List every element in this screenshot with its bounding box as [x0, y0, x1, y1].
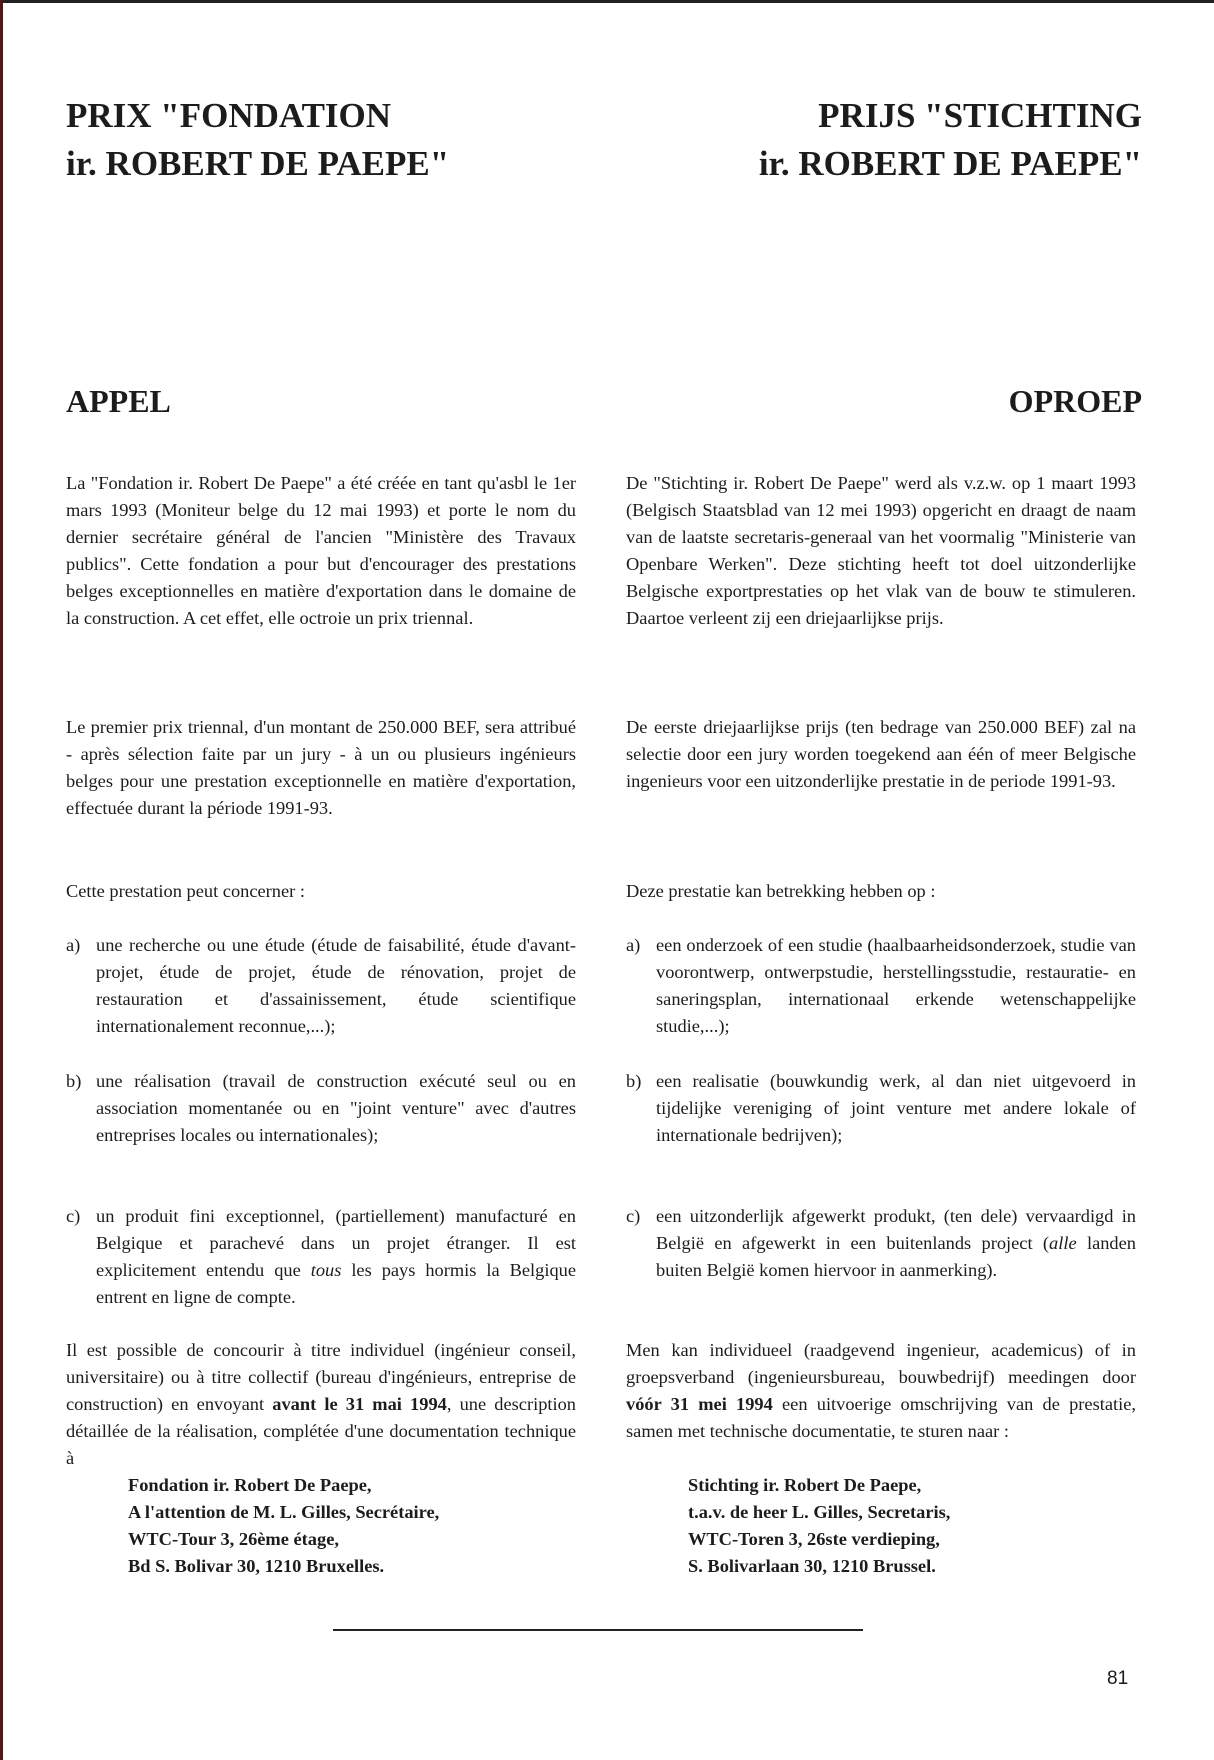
- list-item-b-nl: [626, 1068, 1136, 1149]
- title-french-line1: PRIX "FONDATION: [66, 96, 392, 135]
- list-text-c-fr: un produit fini exceptionnel, (partiellement) manufacturé en Belgique et parachevé dans un projet étranger. Il est explicitement entendu que tous les pays hormis la Belgique entrent en ligne de compte.: [96, 1206, 576, 1307]
- paragraph-intro-nl: De "Stichting ir. Robert De Paepe" werd als v.z.w. op 1 maart 1993 (Belgisch Staatsblad van 12 mei 1993) opgericht en draagt de naam van de laatste secretaris-generaal van het voormalig "Ministerie van Openbare Werken". Deze stichting heeft tot doel uitzonderlijke Belgische exportprestaties op het vlak van de bouw te stimuleren. Daartoe verleent zij een driejaarlijkse prijs.: [626, 473, 1136, 628]
- address-line-2-fr: A l'attention de M. L. Gilles, Secrétaire,: [128, 1502, 440, 1522]
- list-text-b-nl: een realisatie (bouwkundig werk, al dan niet uitgevoerd in tijdelijke vereniging of joint venture met andere lokale of internationale bedrijven);: [656, 1071, 1136, 1145]
- list-label-c-fr: c): [66, 1206, 81, 1226]
- list-text-c-nl: een uitzonderlijk afgewerkt produkt, (ten dele) vervaardigd in België en afgewerkt in een buitenlands project (alle landen buiten België komen hiervoor in aanmerking).: [656, 1206, 1136, 1280]
- list-item-c-fr: [66, 1203, 576, 1311]
- list-label-a-nl: a): [626, 935, 641, 955]
- address-line-4-nl: S. Bolivarlaan 30, 1210 Brussel.: [688, 1556, 936, 1576]
- address-line-1-nl: Stichting ir. Robert De Paepe,: [688, 1475, 922, 1495]
- list-label-b-fr: b): [66, 1071, 82, 1091]
- list-text-b-fr: une réalisation (travail de construction exécuté seul ou en association momentanée ou en "joint venture" avec d'autres entreprises locales ou internationales);: [96, 1071, 576, 1145]
- list-label-b-nl: b): [626, 1071, 642, 1091]
- paragraph-prize-nl: De eerste driejaarlijkse prijs (ten bedrage van 250.000 BEF) zal na selectie door een jury worden toegekend aan één of meer Belgische ingenieurs voor een uitzonderlijke prestatie in de periode 1991-93.: [626, 717, 1136, 791]
- paragraph-submission-nl: Men kan individueel (raadgevend ingenieur, academicus) of in groepsverband (ingenieursbureau, bouwbedrijf) meedingen door vóór 31 mei 1994 een uitvoerige omschrijving van de prestatie, samen met technische documentatie, te sturen naar :: [626, 1340, 1136, 1441]
- deadline-fr: avant le 31 mai 1994: [272, 1394, 447, 1414]
- title-french: [66, 92, 576, 188]
- address-block-nl: [688, 1472, 950, 1580]
- deadline-nl: vóór 31 mei 1994: [626, 1394, 773, 1414]
- page-number: 81: [1107, 1668, 1129, 1689]
- address-line-2-nl: t.a.v. de heer L. Gilles, Secretaris,: [688, 1502, 951, 1522]
- emphasis-tous: tous: [310, 1260, 342, 1280]
- address-line-3-fr: WTC-Tour 3, 26ème étage,: [128, 1529, 339, 1549]
- paragraph-submission-fr: Il est possible de concourir à titre individuel (ingénieur conseil, universitaire) ou à titre collectif (bureau d'ingénieurs, entreprise de construction) en envoyant avant le 31 mai 1994, une description détaillée de la réalisation, complétée d'une documentation technique à: [66, 1340, 576, 1468]
- title-dutch-line1: PRIJS "STICHTING: [818, 96, 1142, 135]
- section-heading-oproep: OPROEP: [1008, 383, 1142, 419]
- page-left-border: [0, 0, 3, 1760]
- list-item-b-fr: [66, 1068, 576, 1149]
- list-text-a-fr: une recherche ou une étude (étude de faisabilité, étude d'avant-projet, étude de projet, étude de rénovation, projet de restauration et d'assainissement, étude scientifique internationalement reconnue,...);: [96, 935, 576, 1036]
- footer-divider: [333, 1629, 863, 1631]
- section-heading-appel: APPEL: [66, 383, 171, 419]
- list-item-a-fr: [66, 932, 576, 1040]
- list-label-a-fr: a): [66, 935, 81, 955]
- paragraph-intro-fr: La "Fondation ir. Robert De Paepe" a été créée en tant qu'asbl le 1er mars 1993 (Moniteur belge du 12 mai 1993) et porte le nom du dernier secrétaire général de l'ancien "Ministère des Travaux publics". Cette fondation a pour but d'encourager des prestations belges exceptionnelles en matière d'exportation dans le domaine de la construction. A cet effet, elle octroie un prix triennal.: [66, 473, 576, 628]
- address-line-1-fr: Fondation ir. Robert De Paepe,: [128, 1475, 372, 1495]
- list-text-a-nl: een onderzoek of een studie (haalbaarheidsonderzoek, studie van voorontwerp, ontwerpstudie, herstellingsstudie, restauratie- en saneringsplan, internationaal erkende wetenschappelijke studie,...);: [656, 935, 1136, 1036]
- list-item-a-nl: [626, 932, 1136, 1040]
- page-top-border: [0, 0, 1214, 3]
- title-dutch-line2: ir. ROBERT DE PAEPE": [758, 144, 1142, 183]
- paragraph-prize-fr: Le premier prix triennal, d'un montant de 250.000 BEF, sera attribué - après sélection faite par un jury - à un ou plusieurs ingénieurs belges pour une prestation exceptionnelle en matière d'exportation, effectuée durant la période 1991-93.: [66, 717, 576, 818]
- address-line-4-fr: Bd S. Bolivar 30, 1210 Bruxelles.: [128, 1556, 385, 1576]
- list-label-c-nl: c): [626, 1206, 641, 1226]
- emphasis-alle: alle: [1049, 1233, 1077, 1253]
- paragraph-scope-fr: Cette prestation peut concerner :: [66, 881, 305, 901]
- paragraph-scope-nl: Deze prestatie kan betrekking hebben op :: [626, 881, 936, 901]
- title-french-line2: ir. ROBERT DE PAEPE": [66, 144, 450, 183]
- address-block-fr: [128, 1472, 439, 1580]
- list-item-c-nl: [626, 1203, 1136, 1284]
- title-dutch: [632, 92, 1142, 188]
- address-line-3-nl: WTC-Toren 3, 26ste verdieping,: [688, 1529, 940, 1549]
